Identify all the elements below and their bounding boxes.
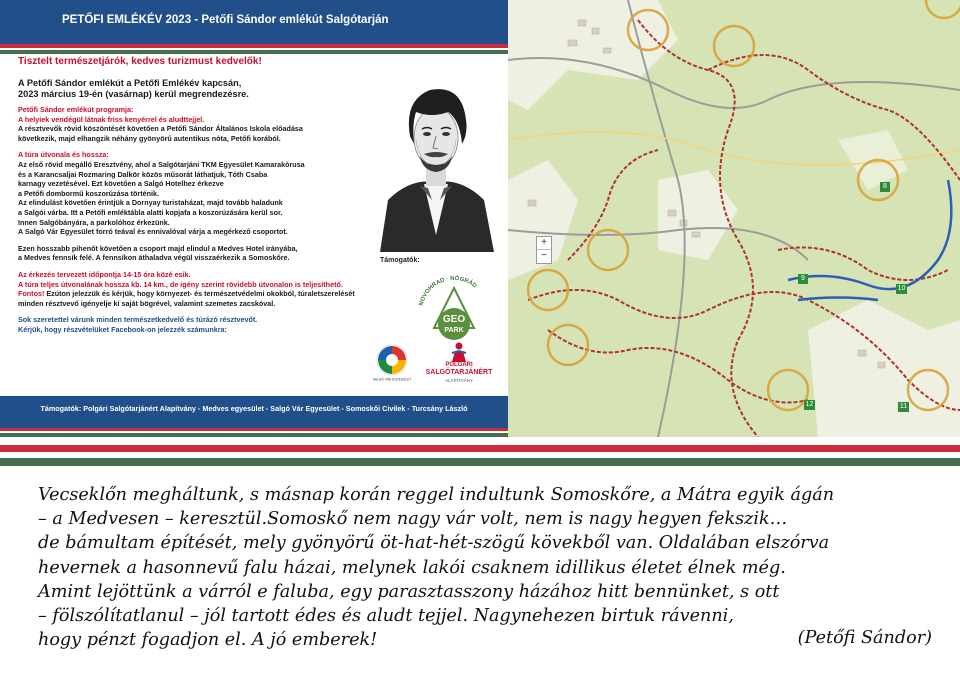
closing-line: Sok szeretettel várunk minden természetkedvelő és túrázó résztvevőt. <box>18 315 258 325</box>
route-line: Innen Salgóbányára, a parkolóhoz érkezünk. <box>18 217 170 227</box>
quote-author: (Petőfi Sándor) <box>797 628 932 648</box>
route-line: Az első rövid megálló Eresztvény, ahol a Salgótarjáni TKM Egyesület Kamarakórusa <box>18 159 305 169</box>
route-line: Az elindulást követően érintjük a Dornyay turistaházat, majd tovább haladunk <box>18 198 283 208</box>
closing-line: Kérjük, hogy részvételüket Facebook-on jelezzék számunkra: <box>18 324 227 334</box>
salgo-var-egyesulet-logo <box>372 342 412 382</box>
geopark-top-text: NOVOHRAD · NÓGRÁD <box>418 275 478 307</box>
important-text: Ezúton jelezzük és kérjük, hogy környezet- és természetvédelmi okokból, túraletszerelését <box>44 289 355 299</box>
rest-line: Ezen hosszabb pihenőt követően a csoport majd elindul a Medves Hotel irányába, <box>18 243 298 253</box>
divider-red <box>0 445 960 452</box>
route-heading: A túra útvonala és hossza: <box>18 150 109 160</box>
greeting: Tisztelt természetjárók, kedves turizmust kedvelők! <box>18 56 262 67</box>
poster-footer <box>0 396 508 428</box>
quote-line: Vecseklőn megháltunk, s másnap korán reggel indultunk Somoskőre, a Mátra egyik ágán <box>38 485 835 505</box>
route-line: karnagy vezetésével. Ezt követően a Salgó Hotelhez érkezve <box>18 179 224 189</box>
flag-stripe-green <box>0 50 508 54</box>
route-marker[interactable]: 11 <box>899 403 908 410</box>
quote-line: hevernek a hasonnevű falu házai, melynek lakói csaknem idillikus életet élnek még. <box>38 557 786 578</box>
polgari-line-2: SALGÓTARJÁNÉRT <box>425 369 493 376</box>
petofi-portrait <box>370 60 502 252</box>
poster-title: PETŐFI EMLÉKÉV 2023 - Petőfi Sándor emlékút Salgótarján <box>62 14 389 26</box>
route-marker[interactable]: 8 <box>880 182 890 192</box>
quote-line: – fölszólítatlanul – jól tartott édes és aludt tejjel. Nagynehezen birtuk rávenni, <box>38 606 734 627</box>
rest-line: a Medves fennsík felé. A fennsíkon áthaladva végül visszaérkezik a Somoskőre. <box>18 253 290 263</box>
quote-line: – a Medvesen – keresztül.Somoskő nem nagy vár volt, nem is nagy hegyen fekszik… <box>38 509 788 530</box>
zoom-in-button[interactable]: + <box>537 237 551 250</box>
lead-line-2: 2023 március 19-én (vasárnap) kerül megrendezésre. <box>18 89 249 99</box>
event-poster <box>0 0 508 437</box>
poster-header <box>0 0 508 44</box>
route-marker[interactable]: 10 <box>897 285 906 292</box>
important-label: Fontos! <box>18 289 45 299</box>
important-line <box>18 289 378 299</box>
quote-line: de bámultam építését, mely gyönyörű öt-hat-hét-szögű kövekből van. Oldalában elszórva <box>38 533 830 554</box>
quote-line: Amint lejöttünk a várról e faluba, egy parasztasszony házához hitt bennünket, s ott <box>38 581 780 602</box>
route-map-graphic <box>508 0 960 437</box>
geopark-name: GEO <box>442 314 466 325</box>
route-line: A Salgó Vár Egyesület forró teával és ennivalóval várja a megérkező csoportot. <box>18 227 288 237</box>
sva-text: SALGÓ VÁR EGYESÜLET <box>372 377 412 382</box>
poster-body <box>18 56 378 334</box>
route-map[interactable] <box>508 0 960 437</box>
route-line: a Petőfi dombormű koszorúzása történik. <box>18 188 159 198</box>
length-line: A túra teljes útvonalának hossza kb. 14 km., de igény szerint rövidebb útvonalon is teljesíthető. <box>18 279 343 289</box>
flag-stripe-green <box>0 433 508 437</box>
lead-line-1: A Petőfi Sándor emlékút a Petőfi Emlékév kapcsán, <box>18 78 242 88</box>
arrival-line: Az érkezés tervezett időpontja 14-15 óra közé esik. <box>18 269 191 279</box>
program-line: A helyiek vendégül látnak friss kenyérrel és aludttejjel. <box>18 114 205 124</box>
zoom-out-button[interactable]: − <box>541 250 547 261</box>
petofi-quote <box>38 483 938 652</box>
polgari-line-3: ALAPÍTVÁNY <box>445 378 473 383</box>
quote-line: hogy pénzt fogadjon el. A jó emberek! <box>38 630 378 651</box>
program-line: A résztvevők rövid köszöntését követően a Petőfi Sándor Általános Iskola előadása <box>18 124 303 134</box>
geopark-park: PARK <box>444 327 464 334</box>
polgari-line-1: POLGÁRI <box>445 362 473 368</box>
route-line: a Salgói várba. Itt a Petőfi emléktábla alatti kopjafa a koszorúzására kerül sor. <box>18 207 283 217</box>
polgari-figure-icon <box>450 342 468 362</box>
poster-footer-text: Támogatók: Polgári Salgótarjánért Alapítvány - Medves egyesület - Salgó Vár Egyesület - Somoskői Civilek - Turcsány László <box>40 404 468 413</box>
geopark-logo <box>412 272 496 348</box>
route-line: és a Karancsaljai Rozmaring Dalkör közös műsorát láthatjuk, Tóth Csaba <box>18 169 268 179</box>
route-marker[interactable]: 12 <box>805 401 814 408</box>
map-zoom-control <box>536 236 552 264</box>
program-line: következik, majd elhangzik néhány gyönyörű autentikus nóta, Petőfi korából. <box>18 133 281 143</box>
program-heading: Petőfi Sándor emlékút programja: <box>18 105 134 114</box>
lead-line <box>18 78 378 100</box>
sponsors-label: Támogatók: <box>380 257 420 264</box>
important-line: minden résztvevő igényelje ki saját bögrével, valamint szemetes zacskóval. <box>18 298 276 308</box>
polgari-salgotarjanert-logo <box>414 342 504 384</box>
divider-green <box>0 458 960 466</box>
route-marker[interactable]: 9 <box>798 274 808 284</box>
